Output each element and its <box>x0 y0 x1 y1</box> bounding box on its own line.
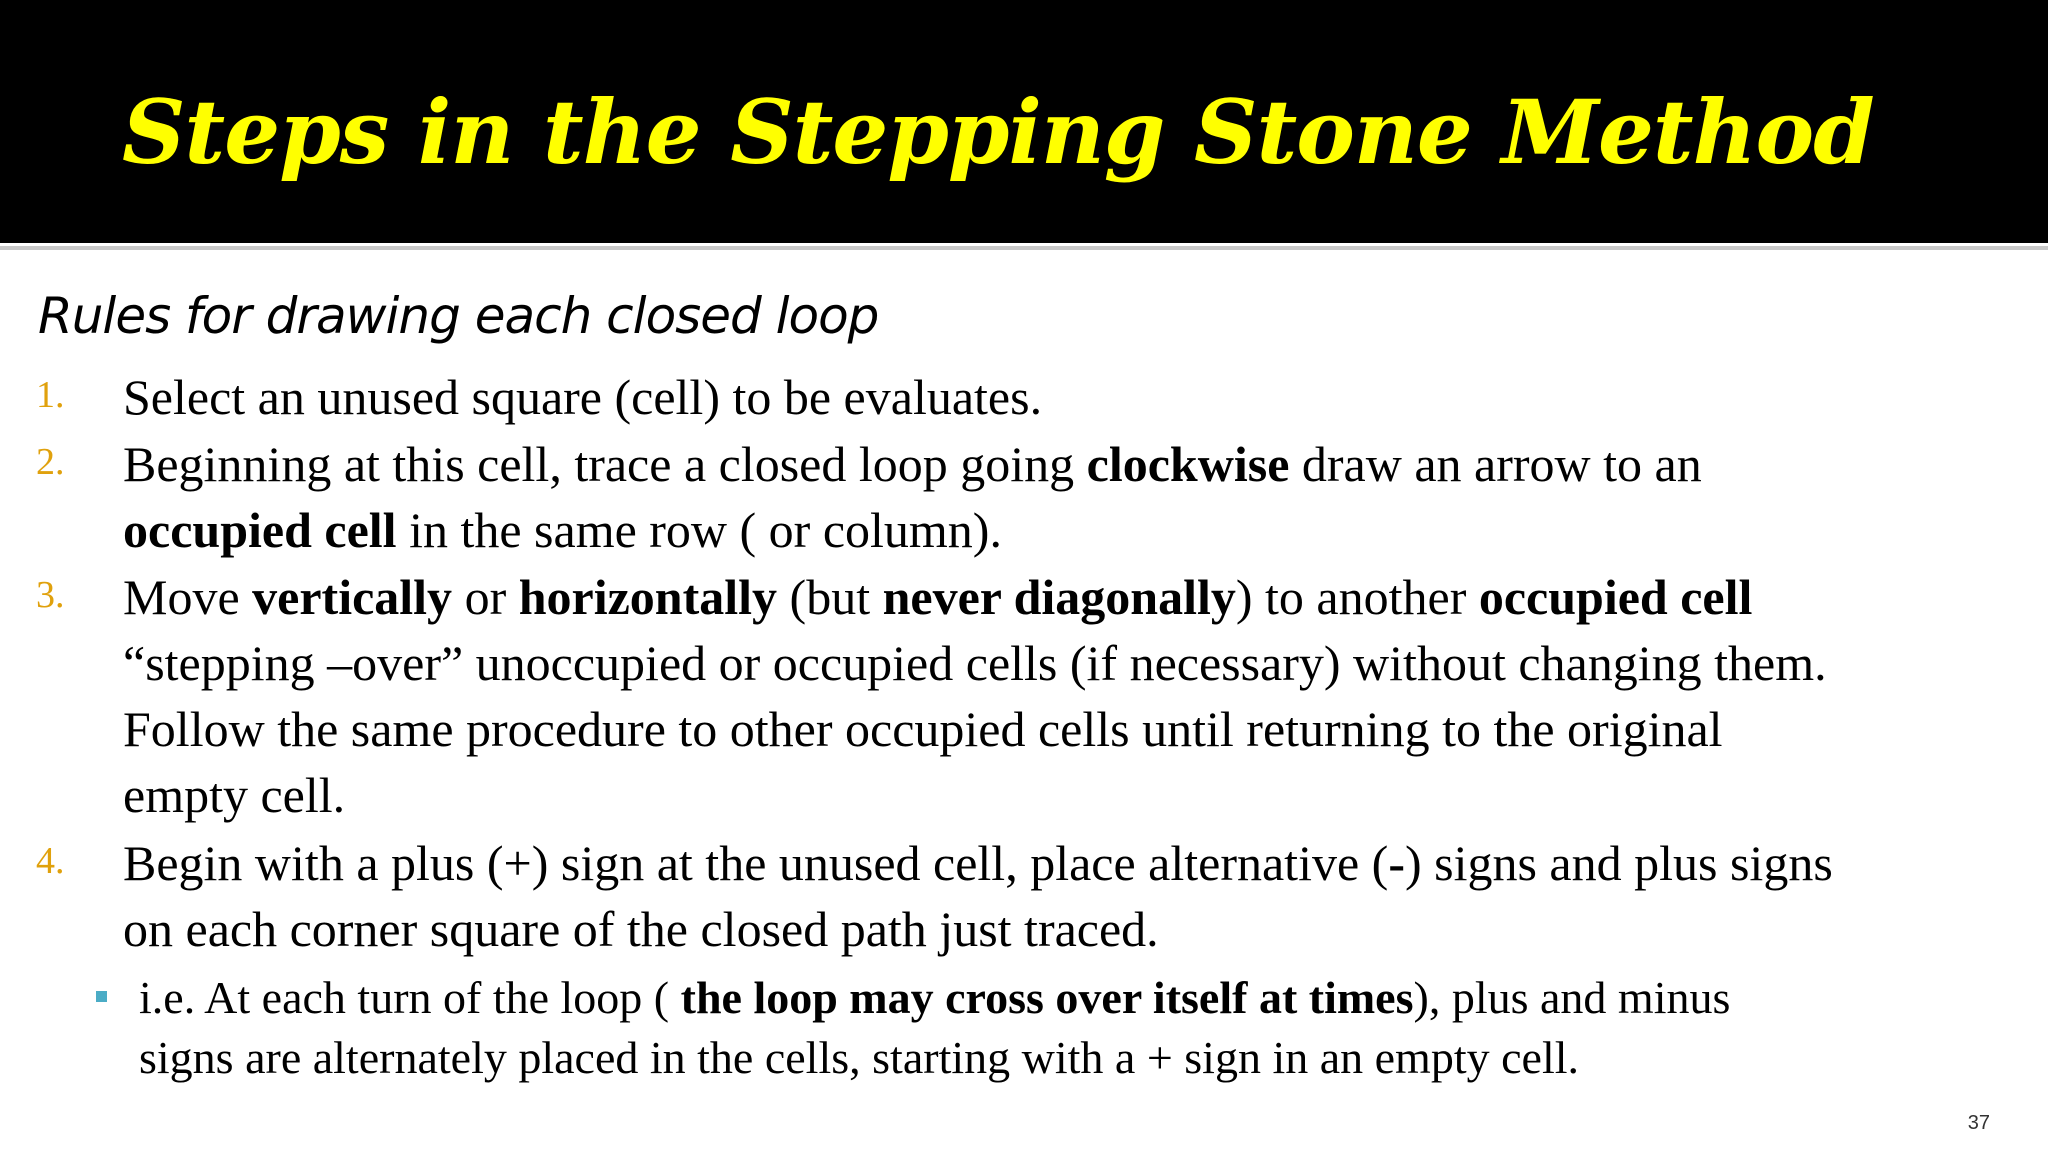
subheading: Rules for drawing each closed loop <box>38 287 879 345</box>
square-bullet-icon <box>96 991 107 1002</box>
step-line <box>123 830 2043 896</box>
text-run: Begin with a plus (+) sign at the unused cell, place alternative ( <box>123 835 1389 891</box>
text-run: Move <box>123 569 253 625</box>
step-text <box>123 564 2043 828</box>
bold-term: the loop may cross over itself at times <box>680 972 1414 1023</box>
step-line <box>123 364 2043 430</box>
text-run: i.e. At each turn of the loop ( <box>139 972 681 1023</box>
bold-term: never diagonally <box>882 569 1236 625</box>
step-number: 4. <box>36 840 65 882</box>
text-run: on each corner square of the closed path just traced. <box>123 901 1159 957</box>
bold-term: clockwise <box>1086 436 1290 492</box>
text-run: ) to another <box>1235 569 1479 625</box>
step-line <box>123 762 2043 828</box>
step-line <box>123 497 2043 563</box>
bullet-line <box>139 1028 2039 1088</box>
step-line <box>123 564 2043 630</box>
step-number: 1. <box>36 374 65 416</box>
text-run: Follow the same procedure to other occupied cells until returning to the original <box>123 701 1723 757</box>
step-text <box>123 364 2043 430</box>
page-number: 37 <box>1967 1112 1990 1134</box>
text-run: (but <box>777 569 883 625</box>
text-run: Beginning at this cell, trace a closed loop going <box>123 436 1087 492</box>
step-text <box>123 830 2043 962</box>
bullet-line <box>139 968 2039 1028</box>
step-text <box>123 431 2043 563</box>
step-number: 3. <box>36 574 65 616</box>
text-run: Select an unused square (cell) to be evaluates. <box>123 369 1043 425</box>
bold-term: - <box>1388 835 1405 891</box>
bold-term: occupied cell <box>123 502 397 558</box>
step-line <box>123 696 2043 762</box>
bold-term: vertically <box>252 569 453 625</box>
bold-term: horizontally <box>518 569 778 625</box>
bold-term: occupied cell <box>1478 569 1753 625</box>
step-number: 2. <box>36 441 65 483</box>
slide-title: Steps in the Stepping Stone Method <box>122 80 1874 184</box>
text-run: ) signs and plus signs <box>1404 835 1833 891</box>
text-run: or <box>452 569 519 625</box>
title-divider <box>0 246 2048 250</box>
text-run: “stepping –over” unoccupied or occupied cells (if necessary) without changing them. <box>123 635 1827 691</box>
title-bar <box>0 0 2048 243</box>
step-line <box>123 896 2043 962</box>
text-run: empty cell. <box>123 767 346 823</box>
sub-bullet-text <box>139 968 2039 1088</box>
text-run: signs are alternately placed in the cells, starting with a + sign in an empty cell. <box>139 1032 1580 1083</box>
step-line <box>123 431 2043 497</box>
step-line <box>123 630 2043 696</box>
text-run: draw an arrow to an <box>1289 436 1702 492</box>
text-run: ), plus and minus <box>1413 972 1731 1023</box>
text-run: in the same row ( or column). <box>396 502 1002 558</box>
